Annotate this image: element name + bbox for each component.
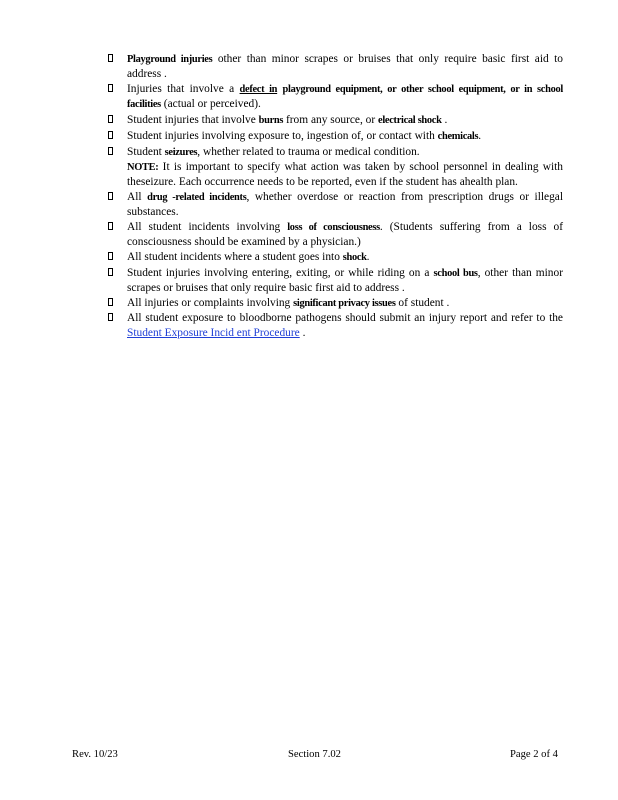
bullet-icon: [108, 268, 113, 276]
list-item: Student injuries involving entering, exiting, or while riding on a school bus, other than minor scrapes or bruises that only require basic first aid to address .: [108, 266, 563, 295]
bullet-icon: [108, 131, 113, 139]
bullet-icon: [108, 147, 113, 155]
revision-label: Rev. 10/23: [72, 749, 118, 760]
student-exposure-procedure-link[interactable]: Student Exposure Incid ent Procedure: [127, 326, 300, 339]
list-item: Student injuries that involve burns from any source, or electrical shock .: [108, 113, 563, 128]
page-footer: [0, 749, 618, 763]
list-item: All drug -related incidents, whether overdose or reaction from prescription drugs or illegal substances.: [108, 190, 563, 219]
list-item: Injuries that involve a defect in playground equipment, or other school equipment, or in school facilities (actual or perceived).: [108, 82, 563, 112]
list-item: Student seizures, whether related to trauma or medical condition. NOTE: It is important to specify what action was taken by school personnel in dealing with theseizure. Each occurrence needs to be reported, even if the student has ahealth plan.: [108, 145, 563, 190]
list-item: All student exposure to bloodborne pathogens should submit an injury report and refer to the Student Exposure Incid ent Procedure .: [108, 311, 563, 339]
bullet-icon: [108, 222, 113, 230]
bullet-icon: [108, 313, 113, 321]
list-item: Student injuries involving exposure to, ingestion of, or contact with chemicals.: [108, 129, 563, 144]
bullet-icon: [108, 192, 113, 200]
list-item: All injuries or complaints involving significant privacy issues of student .: [108, 296, 563, 311]
list-item: Playground injuries other than minor scrapes or bruises that only require basic first aid to address .: [108, 52, 563, 81]
list-item: All student incidents where a student goes into shock.: [108, 250, 563, 265]
section-label: Section 7.02: [288, 749, 341, 760]
bullet-icon: [108, 115, 113, 123]
note-label: NOTE:: [127, 161, 159, 173]
incident-list: [108, 52, 563, 340]
bullet-icon: [108, 54, 113, 62]
bullet-icon: [108, 298, 113, 306]
note-text: It is important to specify what action was taken by school personnel in dealing with theseizure. Each occurrence needs to be reported, even if the student has ahealth plan.: [127, 160, 563, 188]
bullet-icon: [108, 84, 113, 92]
bullet-icon: [108, 252, 113, 260]
page-number: Page 2 of 4: [510, 749, 558, 760]
list-item: All student incidents involving loss of consciousness. (Students suffering from a loss of consciousness should be examined by a physician.): [108, 220, 563, 249]
